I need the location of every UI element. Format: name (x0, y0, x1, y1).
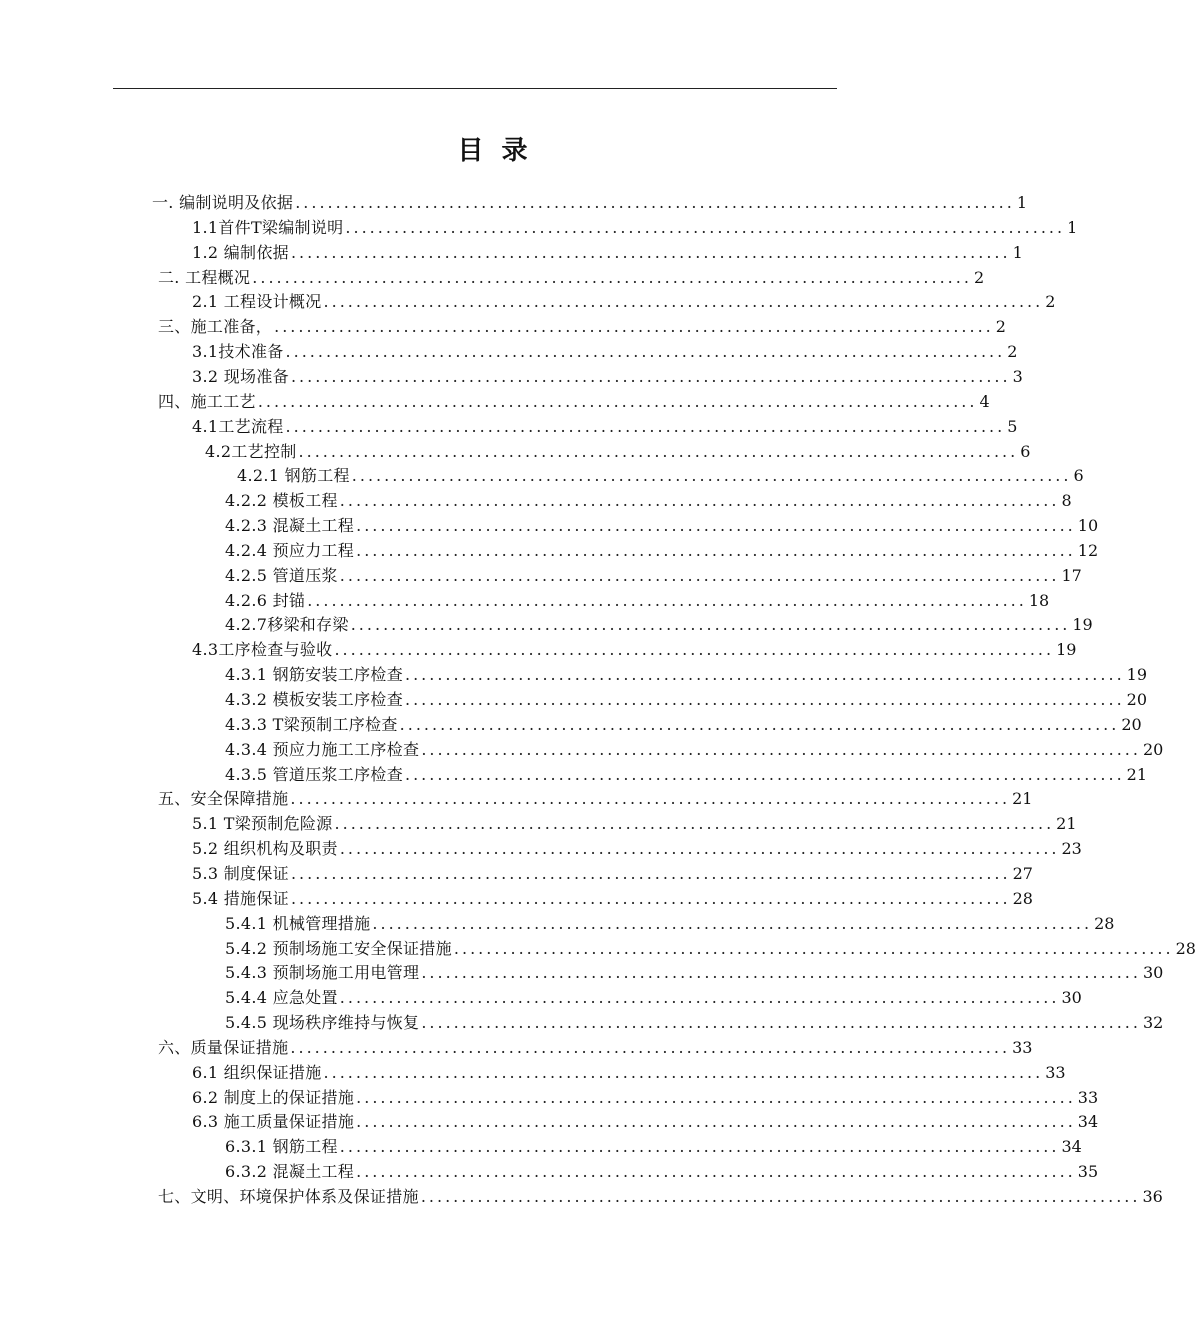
toc-leader-dots: ......................................................................................... (290, 242, 1011, 262)
toc-entry[interactable] (158, 1185, 1163, 1209)
toc-entry[interactable] (192, 365, 1023, 389)
toc-leader-dots: ......................................................................................... (285, 342, 1006, 362)
toc-entry-label: 2.1 工程设计概况 (192, 292, 322, 312)
toc-entry-label: 六、质量保证措施 (158, 1037, 289, 1057)
toc-entry[interactable] (225, 763, 1148, 787)
toc-entry-page: 33 (1077, 1087, 1099, 1107)
toc-entry-label: 1.1首件T梁编制说明 (192, 217, 344, 237)
toc-entry-page: 6 (1073, 466, 1084, 486)
toc-entry-page: 10 (1077, 516, 1099, 536)
toc-entry-label: 5.4.5 现场秩序维持与恢复 (225, 1013, 420, 1033)
toc-entry[interactable] (158, 266, 985, 290)
toc-entry-label: 3.1技术准备 (192, 342, 284, 362)
toc-entry-page: 32 (1142, 1013, 1164, 1033)
toc-entry-label: 5.4.3 预制场施工用电管理 (225, 963, 420, 983)
toc-entry-page: 1 (1016, 193, 1028, 212)
toc-entry-label: 四、施工工艺 (158, 391, 256, 411)
toc-leader-dots: ......................................................................................... (274, 317, 994, 337)
toc-entry[interactable] (205, 440, 1031, 464)
toc-entry-page: 18 (1028, 590, 1050, 610)
toc-entry-page: 8 (1061, 491, 1072, 511)
toc-entry-page: 12 (1077, 540, 1099, 560)
toc-leader-dots: ......................................................................................... (339, 988, 1060, 1008)
toc-leader-dots: ......................................................................................... (345, 217, 1066, 237)
toc-entry[interactable] (225, 912, 1115, 936)
toc-entry-label: 6.3.1 钢筋工程 (225, 1137, 338, 1157)
toc-entry-page: 2 (995, 317, 1006, 337)
toc-entry-page: 5 (1007, 416, 1018, 436)
toc-leader-dots: ......................................................................................... (421, 739, 1141, 759)
toc-entry-page: 30 (1061, 988, 1082, 1008)
toc-entry[interactable] (192, 340, 1018, 364)
toc-leader-dots: ......................................................................................... (323, 1062, 1044, 1082)
toc-entry-label: 1.2 编制依据 (192, 242, 289, 262)
toc-entry-page: 28 (1012, 888, 1033, 908)
toc-entry-label: 5.2 组织机构及职责 (192, 839, 338, 859)
toc-entry-page: 23 (1061, 839, 1082, 859)
toc-entry[interactable] (225, 688, 1148, 712)
toc-entry-page: 36 (1142, 1187, 1163, 1206)
toc-entry[interactable] (192, 1086, 1099, 1110)
toc-entry-label: 6.1 组织保证措施 (192, 1062, 322, 1082)
toc-leader-dots: ......................................................................................... (405, 665, 1125, 685)
toc-entry[interactable] (192, 837, 1082, 861)
toc-entry-page: 2 (973, 267, 985, 287)
toc-leader-dots: ......................................................................................... (298, 441, 1019, 461)
toc-leader-dots: ......................................................................................... (339, 491, 1060, 511)
toc-leader-dots: ......................................................................................... (372, 913, 1093, 933)
toc-entry[interactable] (225, 589, 1050, 613)
toc-entry[interactable] (225, 613, 1093, 637)
toc-entry-label: 一. 编制说明及依据 (152, 193, 294, 212)
toc-leader-dots: ......................................................................................... (405, 764, 1125, 784)
toc-entry[interactable] (225, 489, 1072, 513)
toc-leader-dots: ......................................................................................... (334, 814, 1055, 834)
toc-entry[interactable] (192, 1110, 1099, 1134)
toc-entry-label: 5.3 制度保证 (192, 863, 289, 883)
toc-entry-label: 4.1工艺流程 (192, 416, 284, 436)
toc-entry[interactable] (225, 1160, 1099, 1184)
toc-leader-dots: ......................................................................................... (339, 839, 1060, 859)
toc-entry-label: 4.2.3 混凝土工程 (225, 516, 355, 536)
toc-entry-page: 34 (1061, 1137, 1082, 1157)
toc-entry-label: 6.3 施工质量保证措施 (192, 1112, 355, 1132)
toc-entry-label: 4.2工艺控制 (205, 441, 297, 461)
toc-leader-dots: ......................................................................................... (290, 863, 1011, 883)
toc-entry[interactable] (192, 862, 1033, 886)
toc-entry-page: 33 (1045, 1062, 1066, 1082)
toc-leader-dots: ......................................................................................... (257, 391, 978, 411)
toc-entry-label: 五、安全保障措施 (158, 789, 289, 809)
toc-entry-label: 4.3.2 模板安装工序检查 (225, 690, 403, 709)
toc-entry-page: 1 (1012, 242, 1023, 262)
toc-entry[interactable] (192, 415, 1018, 439)
toc-entry-page: 21 (1126, 764, 1148, 784)
toc-entry[interactable] (225, 986, 1082, 1010)
toc-entry[interactable] (158, 1036, 1033, 1060)
toc-entry-page: 28 (1094, 913, 1115, 933)
toc-leader-dots: ......................................................................................... (290, 366, 1011, 386)
toc-entry-page: 20 (1126, 690, 1148, 709)
toc-entry-label: 二. 工程概况 (158, 267, 251, 287)
toc-entry-label: 三、施工准备， (158, 317, 273, 337)
toc-entry-label: 5.4 措施保证 (192, 888, 289, 908)
page-title: 目录 (457, 136, 546, 166)
toc-entry-page: 6 (1020, 441, 1031, 461)
toc-entry[interactable] (192, 812, 1077, 836)
toc-entry-page: 2 (1045, 292, 1056, 312)
toc-leader-dots: ......................................................................................... (339, 1137, 1060, 1157)
toc-leader-dots: ......................................................................................... (356, 540, 1076, 560)
toc-entry-label: 4.3.1 钢筋安装工序检查 (225, 665, 403, 685)
toc-entry-label: 4.2.7移梁和存梁 (225, 615, 349, 635)
toc-entry[interactable] (192, 638, 1077, 662)
toc-entry[interactable] (192, 1061, 1066, 1085)
toc-entry-label: 3.2 现场准备 (192, 366, 289, 386)
toc-leader-dots: ......................................................................................... (350, 615, 1071, 635)
toc-entry-page: 19 (1126, 665, 1148, 685)
toc-entry-label: 4.3.3 T梁预制工序检查 (225, 714, 398, 734)
toc-entry-label: 6.3.2 混凝土工程 (225, 1162, 355, 1182)
toc-entry[interactable] (192, 241, 1023, 265)
toc-leader-dots: ......................................................................................... (405, 690, 1125, 709)
toc-leader-dots: ......................................................................................... (290, 888, 1011, 908)
toc-entry-page: 1 (1067, 217, 1078, 237)
toc-entry-label: 6.2 制度上的保证措施 (192, 1087, 355, 1107)
toc-entry[interactable] (158, 315, 1006, 339)
toc-leader-dots: ......................................................................................... (421, 963, 1141, 983)
toc-entry-page: 34 (1077, 1112, 1099, 1132)
toc-entry-page: 27 (1012, 863, 1033, 883)
toc-leader-dots: ......................................................................................... (334, 640, 1055, 660)
toc-entry-label: 5.1 T梁预制危险源 (192, 814, 333, 834)
toc-entry[interactable] (225, 713, 1142, 737)
toc-entry[interactable] (158, 787, 1033, 811)
toc-entry[interactable] (225, 539, 1099, 563)
toc-leader-dots: ......................................................................................... (339, 565, 1060, 585)
toc-leader-dots: ......................................................................................... (453, 938, 1174, 958)
toc-entry-page: 2 (1007, 342, 1018, 362)
toc-leader-dots: ......................................................................................... (252, 267, 972, 287)
toc-entry-label: 5.4.2 预制场施工安全保证措施 (225, 938, 452, 958)
toc-leader-dots: ......................................................................................... (307, 590, 1027, 610)
toc-entry-label: 5.4.1 机械管理措施 (225, 913, 371, 933)
toc-leader-dots: ......................................................................................... (399, 714, 1120, 734)
toc-leader-dots: ......................................................................................... (356, 1087, 1076, 1107)
toc-entry-label: 4.2.6 封锚 (225, 590, 306, 610)
toc-entry-page: 35 (1077, 1162, 1099, 1182)
toc-leader-dots: ......................................................................................... (356, 1162, 1076, 1182)
toc-entry-page: 33 (1012, 1037, 1033, 1057)
toc-entry-label: 4.2.4 预应力工程 (225, 540, 355, 560)
toc-entry-page: 3 (1012, 366, 1023, 386)
toc-entry-label: 4.3.4 预应力施工工序检查 (225, 739, 420, 759)
toc-leader-dots: ......................................................................................... (421, 1013, 1141, 1033)
toc-entry-page: 19 (1072, 615, 1093, 635)
toc-entry[interactable] (225, 663, 1148, 687)
toc-entry-page: 17 (1061, 565, 1082, 585)
toc-leader-dots: ......................................................................................... (420, 1187, 1141, 1206)
toc-entry[interactable] (225, 1135, 1082, 1159)
toc-entry[interactable] (158, 390, 990, 414)
toc-leader-dots: ......................................................................................... (290, 789, 1011, 809)
toc-leader-dots: ......................................................................................... (356, 516, 1076, 536)
toc-entry[interactable] (225, 937, 1196, 961)
toc-entry[interactable] (192, 887, 1033, 911)
toc-entry[interactable] (225, 1011, 1164, 1035)
toc-entry[interactable] (225, 564, 1082, 588)
toc-entry-page: 21 (1012, 789, 1033, 809)
toc-entry-page: 20 (1121, 714, 1142, 734)
toc-leader-dots: ......................................................................................... (290, 1037, 1011, 1057)
toc-entry-label: 5.4.4 应急处置 (225, 988, 338, 1008)
toc-entry-page: 30 (1142, 963, 1164, 983)
toc-entry[interactable] (152, 191, 1028, 215)
toc-entry-label: 4.2.5 管道压浆 (225, 565, 338, 585)
toc-leader-dots: ......................................................................................... (285, 416, 1006, 436)
toc-entry-label: 4.3.5 管道压浆工序检查 (225, 764, 403, 784)
toc-entry[interactable] (192, 216, 1078, 240)
toc-entry-label: 七、文明、环境保护体系及保证措施 (158, 1187, 419, 1206)
toc-entry[interactable] (225, 961, 1164, 985)
toc-leader-dots: ......................................................................................... (323, 292, 1044, 312)
toc-leader-dots: ......................................................................................... (351, 466, 1072, 486)
toc-entry-page: 28 (1175, 938, 1196, 958)
toc-entry-page: 19 (1056, 640, 1077, 660)
toc-leader-dots: ......................................................................................... (295, 193, 1015, 212)
toc-entry[interactable] (237, 464, 1084, 488)
header-rule (113, 88, 837, 89)
toc-leader-dots: ......................................................................................... (356, 1112, 1076, 1132)
toc-entry[interactable] (225, 514, 1099, 538)
toc-entry[interactable] (225, 738, 1164, 762)
toc-entry-label: 4.2.2 模板工程 (225, 491, 338, 511)
toc-entry-page: 20 (1142, 739, 1164, 759)
toc-entry-page: 4 (979, 391, 990, 411)
toc-entry-page: 21 (1056, 814, 1077, 834)
toc-entry-label: 4.3工序检查与验收 (192, 640, 333, 660)
toc-entry-label: 4.2.1 钢筋工程 (237, 466, 350, 486)
toc-entry[interactable] (192, 290, 1056, 314)
